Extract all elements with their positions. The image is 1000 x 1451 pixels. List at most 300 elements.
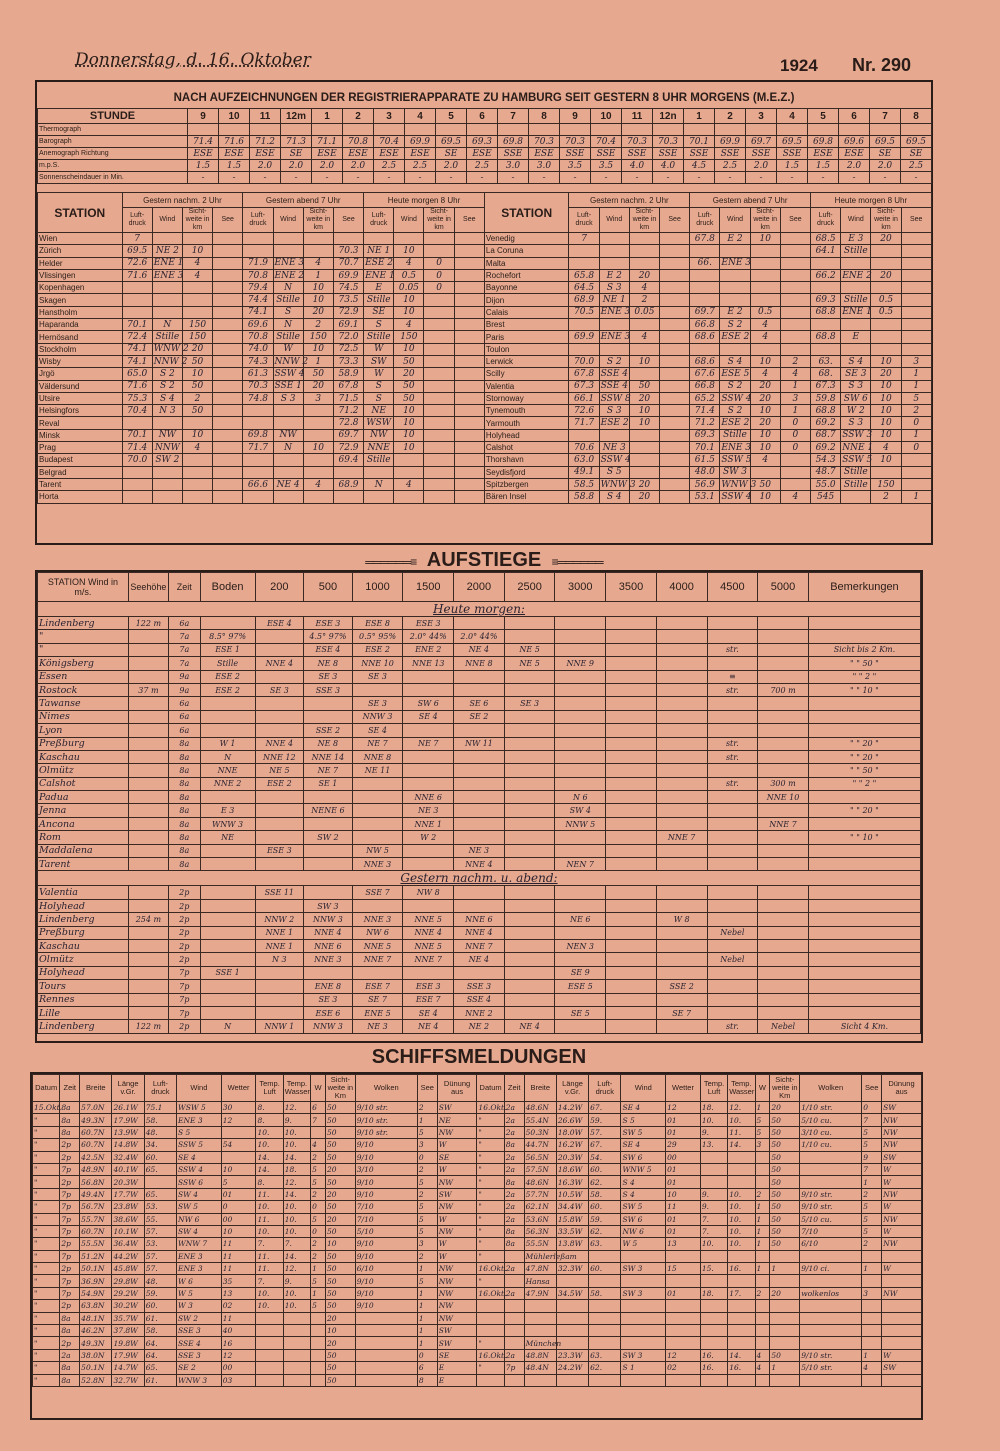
hours-value: 71.4 <box>188 136 219 148</box>
hours-value <box>715 124 746 136</box>
group-header: Heute morgen 8 Uhr <box>364 193 485 208</box>
ship-value: 48.1N <box>80 1312 112 1324</box>
ship-value <box>700 1374 727 1386</box>
aufstiege-value: SE 3 <box>304 670 353 683</box>
ship-value: 7 <box>862 1114 882 1126</box>
aufstiege-value <box>255 993 304 1006</box>
aufstiege-row <box>38 993 921 1006</box>
aufstiege-value: NW 11 <box>454 737 505 750</box>
hours-value: 2.5 <box>901 160 932 172</box>
station-value <box>901 331 931 343</box>
station-value <box>780 282 810 294</box>
aufstiege-value: NNE 10 <box>352 657 403 670</box>
ship-value: 2 <box>755 1188 770 1200</box>
station-value: N 3 <box>152 405 182 417</box>
ship-value: 10. <box>728 1238 755 1250</box>
ship-value: ENE 3 <box>177 1114 222 1126</box>
ship-value: 57.0N <box>80 1102 112 1114</box>
station-value: 3 <box>303 392 333 404</box>
aufstiege-value: SSE 11 <box>255 886 304 899</box>
aufstiege-value <box>555 643 606 656</box>
station-value <box>871 282 901 294</box>
aufstiege-row <box>38 913 921 926</box>
ship-value: " <box>477 1250 504 1262</box>
ship-header: Temp. Wasser <box>283 1075 310 1102</box>
station-value <box>901 257 931 269</box>
ship-value: 2a <box>504 1213 524 1225</box>
sub-header: Sicht-weite in km <box>182 208 212 233</box>
ship-value: W <box>882 1201 922 1213</box>
aufstiege-value: SE 9 <box>555 966 606 979</box>
ship-value: 10. <box>283 1139 310 1151</box>
aufstiege-value <box>504 966 555 979</box>
station-value <box>424 319 454 331</box>
ship-value: " <box>477 1176 504 1188</box>
station-value <box>690 282 720 294</box>
ship-value: 10. <box>283 1287 310 1299</box>
ship-value: NW 6 <box>621 1225 666 1237</box>
ship-value: 50 <box>325 1275 355 1287</box>
ship-value: 10. <box>728 1225 755 1237</box>
ship-value <box>311 1349 326 1361</box>
ship-value: 50 <box>325 1300 355 1312</box>
aufstiege-value: ESE 6 <box>304 1006 353 1019</box>
aufstiege-value: NNE 7 <box>454 939 505 952</box>
aufstiege-value: NEN 7 <box>555 858 606 871</box>
station-value: 71.4 <box>690 405 720 417</box>
station-value: SSW 4 <box>721 491 752 502</box>
ship-value: 50 <box>770 1114 800 1126</box>
ship-value: 5 <box>311 1300 326 1312</box>
ship-value: 55.5N <box>524 1238 556 1250</box>
station-value <box>660 306 690 318</box>
aufstiege-value <box>200 617 255 630</box>
station-value: S <box>364 392 394 404</box>
ship-value: 7/10 <box>355 1213 417 1225</box>
station-name: Budapest <box>38 454 123 466</box>
ship-value: 37.8W <box>112 1325 144 1337</box>
ship-value: 7 <box>311 1114 326 1126</box>
ship-value: 4 <box>862 1362 882 1374</box>
aufstiege-value: 8a <box>168 737 200 750</box>
hours-value: - <box>560 172 591 184</box>
aufstiege-station: Lindenberg <box>38 1020 129 1033</box>
aufstiege-value: NE <box>200 831 255 844</box>
station-value: 53.1 <box>690 491 720 503</box>
hour-cell: 1 <box>684 109 715 124</box>
ship-value: 56.3N <box>524 1225 556 1237</box>
aufstiege-value <box>128 939 168 952</box>
hours-value: SSE <box>622 148 653 160</box>
sub-header: Wind <box>152 208 182 233</box>
station-value <box>811 282 841 294</box>
ship-value: 5 <box>862 1213 882 1225</box>
aufstiege-value: SE 3 <box>304 993 353 1006</box>
station-value <box>213 233 243 245</box>
aufstiege-station: Tours <box>38 980 129 993</box>
aufstiege-row <box>38 683 921 696</box>
ship-value: 1 <box>755 1213 770 1225</box>
aufstiege-value: 7a <box>168 657 200 670</box>
hours-value <box>622 124 653 136</box>
station-value: 10 <box>394 245 424 257</box>
aufstiege-value: NNE 1 <box>403 817 454 830</box>
ship-value: 51.2N <box>80 1250 112 1262</box>
ship-value: 2p <box>60 1263 80 1275</box>
station-value: 70.0 <box>122 454 152 466</box>
ship-value: 16.Okt. <box>478 1351 507 1360</box>
aufstiege-value: ESE 5 <box>555 980 606 993</box>
ship-value: NW <box>437 1287 477 1299</box>
station-value: 74.1 <box>122 355 152 367</box>
station-value: E <box>364 282 394 294</box>
ship-value: 1 <box>755 1225 770 1237</box>
ship-value: NW <box>437 1126 477 1138</box>
aufstiege-value <box>255 710 304 723</box>
aufstiege-header: Boden <box>200 573 255 602</box>
station-value: 4 <box>750 454 780 466</box>
ship-header: See <box>417 1075 437 1102</box>
aufstiege-value: ESE 4 <box>304 643 353 656</box>
station-row <box>38 319 932 331</box>
station-name: Spitzbergen <box>484 478 569 490</box>
station-value: S 4 <box>599 491 629 503</box>
ship-value: 32.3W <box>556 1263 588 1275</box>
station-value: 70.6 <box>569 442 599 454</box>
ship-value: 0 <box>311 1201 326 1213</box>
hours-value: ESE <box>312 148 343 160</box>
station-value <box>750 245 780 257</box>
ship-value <box>621 1250 666 1262</box>
station-value <box>273 417 303 429</box>
station-value: 69.2 <box>811 417 841 429</box>
station-name: Vlissingen <box>38 269 123 281</box>
station-value <box>243 245 273 257</box>
aufstiege-header: 1000 <box>352 573 403 602</box>
ship-value: 50 <box>325 1225 355 1237</box>
station-value <box>569 245 599 257</box>
ship-value: 9/10 str. <box>355 1114 417 1126</box>
station-value: SW 3 <box>720 466 750 478</box>
hours-value <box>188 124 219 136</box>
ship-value <box>355 1349 417 1361</box>
station-value <box>811 343 841 355</box>
ship-value: 40 <box>221 1325 256 1337</box>
aufstiege-value: 6a <box>168 710 200 723</box>
station-value <box>660 405 690 417</box>
aufstiege-value <box>606 737 657 750</box>
ship-value: 14.7W <box>112 1362 144 1374</box>
station-value: SW <box>364 355 394 367</box>
hours-value: ESE <box>343 148 374 160</box>
aufstiege-value <box>403 683 454 696</box>
aufstiege-value <box>555 777 606 790</box>
ship-value: 6/10 <box>800 1238 862 1250</box>
station-value <box>424 355 454 367</box>
station-value <box>424 454 454 466</box>
station-value: 7 <box>569 233 599 245</box>
aufstiege-value <box>128 777 168 790</box>
ship-value: 49.3N <box>80 1114 112 1126</box>
aufstiege-value <box>758 899 809 912</box>
hours-value: ESE <box>188 148 219 160</box>
station-value: 4 <box>629 282 659 294</box>
station-value: S 5 <box>599 466 629 478</box>
station-value: 71.2 <box>690 417 720 429</box>
station-name: Helsingfors <box>38 405 123 417</box>
aufstiege-value: ESE 2 <box>255 777 304 790</box>
station-value <box>841 282 871 294</box>
ship-value: 60. <box>589 1263 621 1275</box>
sub-header: Sicht-weite in km <box>629 208 659 233</box>
aufstiege-frame <box>35 570 923 1043</box>
ship-value: 18.0W <box>556 1126 588 1138</box>
ship-value: SW 6 <box>621 1151 666 1163</box>
station-value: 68.8 <box>811 306 841 318</box>
aufstiege-station: Valentia <box>38 886 129 899</box>
ship-value: " <box>33 1337 60 1349</box>
ship-value: 36.4W <box>112 1238 144 1250</box>
aufstiege-value <box>808 966 920 979</box>
aufstiege-station: Jenna <box>38 804 129 817</box>
aufstiege-value <box>555 724 606 737</box>
station-name: Stornoway <box>484 392 569 404</box>
aufstiege-value <box>606 804 657 817</box>
aufstiege-value <box>504 817 555 830</box>
aufstiege-value <box>555 683 606 696</box>
aufstiege-value: NNE 4 <box>255 657 304 670</box>
aufstiege-value <box>758 643 809 656</box>
sub-header: Wind <box>394 208 424 233</box>
aufstiege-row <box>38 844 921 857</box>
ship-value: SW 5 <box>177 1201 222 1213</box>
hours-value <box>901 124 932 136</box>
hours-value <box>281 124 312 136</box>
aufstiege-value <box>128 831 168 844</box>
ship-value: 50 <box>325 1250 355 1262</box>
station-value: 55.0 <box>811 478 841 490</box>
station-value: S 2 <box>720 380 750 392</box>
station-value: 10 <box>750 233 780 245</box>
ship-value <box>666 1312 701 1324</box>
aufstiege-row <box>38 791 921 804</box>
aufstiege-value: 300 m <box>758 777 809 790</box>
station-value: 70.8 <box>243 269 273 281</box>
aufstiege-value <box>606 643 657 656</box>
station-value: S 3 <box>841 380 871 392</box>
aufstiege-value <box>255 1006 304 1019</box>
ship-value: " <box>33 1126 60 1138</box>
station-value: 69.8 <box>243 429 273 441</box>
station-value <box>780 331 810 343</box>
aufstiege-value: NE 3 <box>352 1020 403 1033</box>
ship-value: 65. <box>144 1362 176 1374</box>
aufstiege-value <box>304 697 353 710</box>
station-value: 50 <box>182 405 212 417</box>
ship-value: 6 <box>417 1362 437 1374</box>
station-value <box>780 245 810 257</box>
ship-value <box>755 1325 770 1337</box>
station-value <box>152 417 182 429</box>
aufstiege-value: NE 4 <box>403 1020 454 1033</box>
ship-value: W <box>437 1238 477 1250</box>
aufstiege-value <box>255 791 304 804</box>
ship-header: Länge v.Gr. <box>556 1075 588 1102</box>
aufstiege-value <box>606 926 657 939</box>
ship-row <box>33 1250 922 1262</box>
aufstiege-value: NNE 4 <box>255 737 304 750</box>
ship-value <box>504 1250 524 1262</box>
ship-value: 9/10 ci. <box>800 1263 862 1275</box>
station-value: 68.8 <box>811 405 841 417</box>
station-value: S 2 <box>720 405 750 417</box>
aufstiege-value: 700 m <box>758 683 809 696</box>
station-value: 7 <box>122 233 152 245</box>
station-value <box>629 429 659 441</box>
ship-value <box>700 1275 727 1287</box>
ship-value: 1 <box>311 1263 326 1275</box>
ship-value <box>700 1163 727 1175</box>
aufstiege-value <box>555 710 606 723</box>
hour-cell: 11 <box>250 109 281 124</box>
ship-value: 10 <box>666 1188 701 1200</box>
aufstiege-value <box>758 737 809 750</box>
station-value <box>841 257 871 269</box>
hours-value <box>374 124 405 136</box>
aufstiege-value <box>255 966 304 979</box>
station-value <box>629 368 659 380</box>
aufstiege-value: ENE 2 <box>403 643 454 656</box>
station-value <box>780 269 810 281</box>
ship-row <box>33 1374 922 1386</box>
aufstiege-value: 6a <box>168 617 200 630</box>
ship-row <box>33 1325 922 1337</box>
aufstiege-value: W 2 <box>403 831 454 844</box>
ship-value <box>728 1325 755 1337</box>
ship-value: 34.4W <box>556 1201 588 1213</box>
aufstiege-value <box>454 724 505 737</box>
ship-value: 1/10 cu. <box>800 1139 862 1151</box>
station-name: Väldersund <box>38 380 123 392</box>
aufstiege-value <box>707 966 758 979</box>
ship-value: 20 <box>325 1188 355 1200</box>
ship-value: " <box>33 1139 60 1151</box>
aufstiege-value <box>606 831 657 844</box>
ship-value: 13 <box>221 1287 256 1299</box>
ship-value: 15. <box>700 1263 727 1275</box>
ship-value: 1 <box>862 1263 882 1275</box>
aufstiege-value <box>304 791 353 804</box>
ship-value <box>256 1362 283 1374</box>
hours-value: 69.8 <box>498 136 529 148</box>
ship-value: 57.7N <box>524 1188 556 1200</box>
station-value: S 2 <box>152 368 182 380</box>
hour-cell: 10 <box>591 109 622 124</box>
ship-value: 16. <box>728 1263 755 1275</box>
ship-value <box>477 1300 504 1312</box>
station-value <box>629 233 659 245</box>
ship-value <box>800 1176 862 1188</box>
ship-value: 36.9N <box>80 1275 112 1287</box>
aufstiege-value <box>656 737 707 750</box>
aufstiege-value: NE 4 <box>504 1020 555 1033</box>
ship-value: 5 <box>755 1126 770 1138</box>
ship-value: 50 <box>325 1114 355 1126</box>
station-value: 65.2 <box>690 392 720 404</box>
ship-value: 2 <box>311 1188 326 1200</box>
ship-value: 01 <box>666 1176 701 1188</box>
station-value <box>841 319 871 331</box>
station-value <box>333 233 363 245</box>
hours-value: 69.5 <box>436 136 467 148</box>
aufstiege-value <box>200 939 255 952</box>
ship-value: S 1 <box>621 1362 666 1374</box>
aufstiege-value <box>128 844 168 857</box>
aufstiege-value: ESE 7 <box>403 993 454 1006</box>
sub-header: Luft-druck <box>122 208 152 233</box>
ship-value: 5/10 str. <box>800 1362 862 1374</box>
ship-value: 60.7N <box>80 1225 112 1237</box>
station-name: Jrgö <box>38 368 123 380</box>
aufstiege-value <box>128 791 168 804</box>
aufstiege-value: SE 3 <box>504 697 555 710</box>
aufstiege-header: 4000 <box>656 573 707 602</box>
aufstiege-value <box>555 617 606 630</box>
section-gestern-abend: Gestern nachm. u. abend: <box>38 871 921 886</box>
hours-value: 69.9 <box>715 136 746 148</box>
station-value: ENE 2 <box>274 270 305 281</box>
aufstiege-value: NE 6 <box>555 913 606 926</box>
station-value <box>660 245 690 257</box>
aufstiege-row <box>38 657 921 670</box>
station-value: 10 <box>871 405 901 417</box>
station-value <box>394 466 424 478</box>
ship-value <box>524 1300 556 1312</box>
station-value <box>901 319 931 331</box>
aufstiege-value <box>758 764 809 777</box>
aufstiege-row <box>38 777 921 790</box>
aufstiege-value: SE 2 <box>454 710 505 723</box>
aufstiege-value: SW 2 <box>304 831 353 844</box>
ship-value: SW 4 <box>177 1225 222 1237</box>
aufstiege-row <box>38 617 921 630</box>
aufstiege-value: Nebel <box>707 926 758 939</box>
ship-value: 17.9W <box>112 1349 144 1361</box>
sub-header: See <box>213 208 243 233</box>
aufstiege-value: NNE 12 <box>255 750 304 763</box>
ship-value <box>355 1362 417 1374</box>
station-value <box>424 233 454 245</box>
ship-value <box>770 1374 800 1386</box>
ship-value <box>355 1374 417 1386</box>
aufstiege-value: " " 2 " <box>808 670 920 683</box>
aufstiege-value: " " 50 " <box>808 764 920 777</box>
aufstiege-value <box>555 670 606 683</box>
aufstiege-value <box>758 617 809 630</box>
aufstiege-row <box>38 804 921 817</box>
ship-value: " <box>477 1126 504 1138</box>
ship-value: 7p <box>60 1250 80 1262</box>
ship-value: 0 <box>862 1102 882 1114</box>
ship-value <box>589 1374 621 1386</box>
hours-value: ESE <box>467 148 498 160</box>
aufstiege-value <box>454 831 505 844</box>
aufstiege-section-row <box>38 602 921 617</box>
ship-value: 8a <box>60 1312 80 1324</box>
ship-value: SW 6 <box>621 1213 666 1225</box>
aufstiege-value <box>304 710 353 723</box>
station-value: 20 <box>303 380 333 392</box>
